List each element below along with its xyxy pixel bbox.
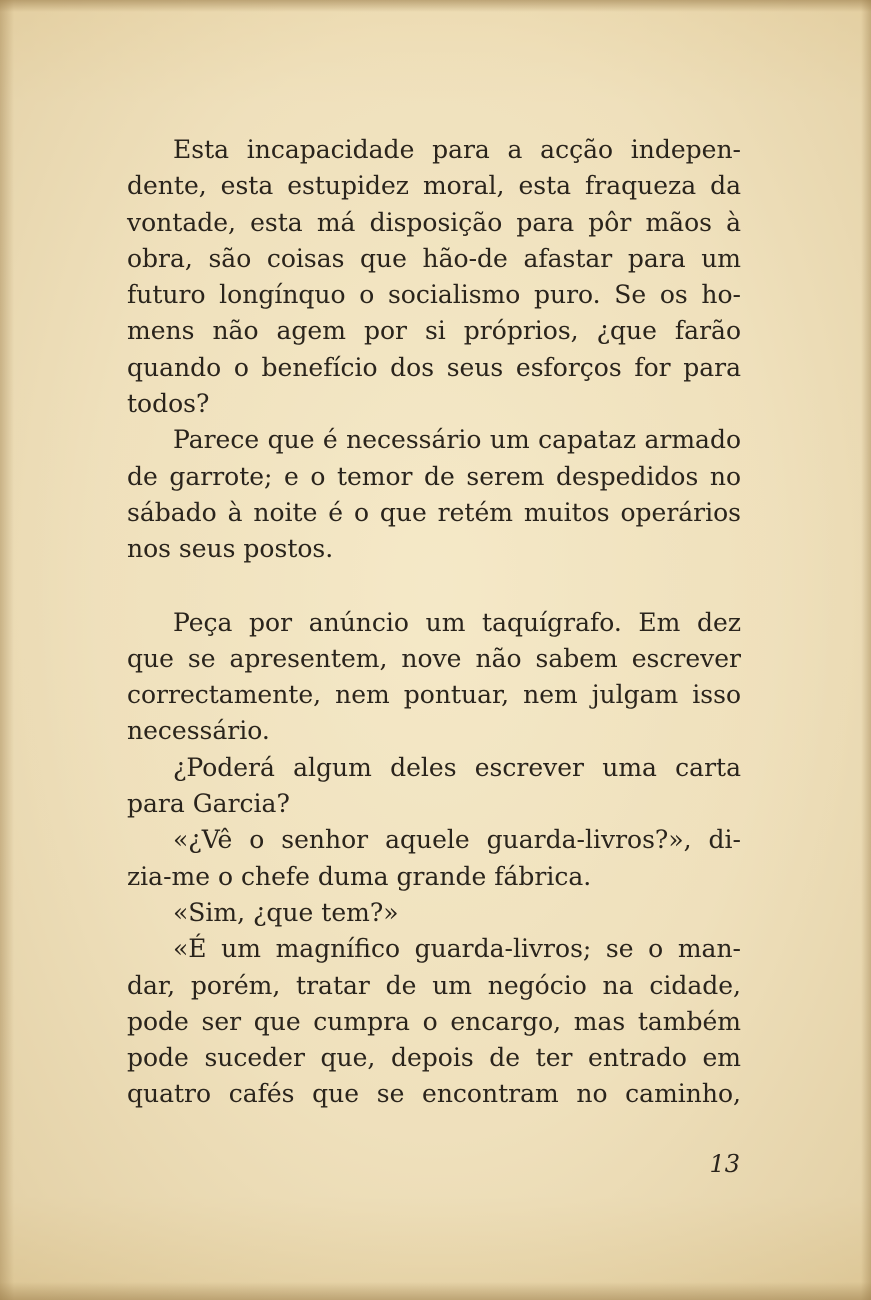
text-line: «Sim, ¿que tem?» [173, 897, 399, 927]
body-text [127, 132, 741, 1113]
text-line: «¿Vê o senhor aquele guarda-livros?», di- [173, 825, 741, 855]
text-line: para Garcia? [127, 789, 290, 819]
page-number: 13 [709, 1150, 740, 1178]
paragraph-1 [127, 132, 741, 422]
text-line: zia-me o chefe duma grande fábrica. [127, 861, 592, 891]
text-line: pode suceder que, depois de ter entrado em [127, 1043, 741, 1073]
text-line: dar, porém, tratar de um negócio na cidade, [127, 970, 741, 1000]
text-line: todos? [127, 389, 210, 419]
text-line: dente, esta estupidez moral, esta fraqueza da [127, 171, 741, 201]
text-line: correctamente, nem pontuar, nem julgam isso [127, 680, 741, 710]
text-line: quando o benefício dos seus esforços for para [127, 352, 741, 382]
page-left-edge [0, 0, 14, 1300]
paragraph-3 [127, 605, 741, 750]
text-line: que se apresentem, nove não sabem escrever [127, 643, 741, 673]
text-line: ¿Poderá algum deles escrever uma carta [173, 752, 741, 782]
section-gap [127, 568, 741, 605]
text-line: obra, são coisas que hão-de afastar para um [127, 243, 741, 273]
page-right-edge [861, 0, 871, 1300]
paragraph-4 [127, 750, 741, 823]
text-line: de garrote; e o temor de serem despedidos no [127, 461, 741, 491]
paragraph-6 [127, 895, 741, 931]
text-line: Parece que é necessário um capataz armado [173, 425, 741, 455]
page-bottom-edge [0, 1282, 871, 1300]
text-line: quatro cafés que se encontram no caminho, [127, 1079, 741, 1109]
paragraph-5 [127, 822, 741, 895]
text-line: vontade, esta má disposição para pôr mãos à [127, 207, 741, 237]
text-line: pode ser que cumpra o encargo, mas também [127, 1006, 741, 1036]
paragraph-2 [127, 422, 741, 567]
text-line: necessário. [127, 716, 270, 746]
text-line: «É um magnífico guarda-livros; se o man- [173, 934, 741, 964]
text-line: mens não agem por si próprios, ¿que farão [127, 316, 741, 346]
page-top-edge [0, 0, 871, 12]
text-line: Peça por anúncio um taquígrafo. Em dez [173, 607, 741, 637]
text-line: sábado à noite é o que retém muitos operários [127, 497, 741, 527]
text-line: futuro longínquo o socialismo puro. Se os ho- [127, 280, 741, 310]
text-line: Esta incapacidade para a acção indepen- [173, 135, 741, 164]
paragraph-7 [127, 931, 741, 1112]
text-line: nos seus postos. [127, 534, 334, 564]
